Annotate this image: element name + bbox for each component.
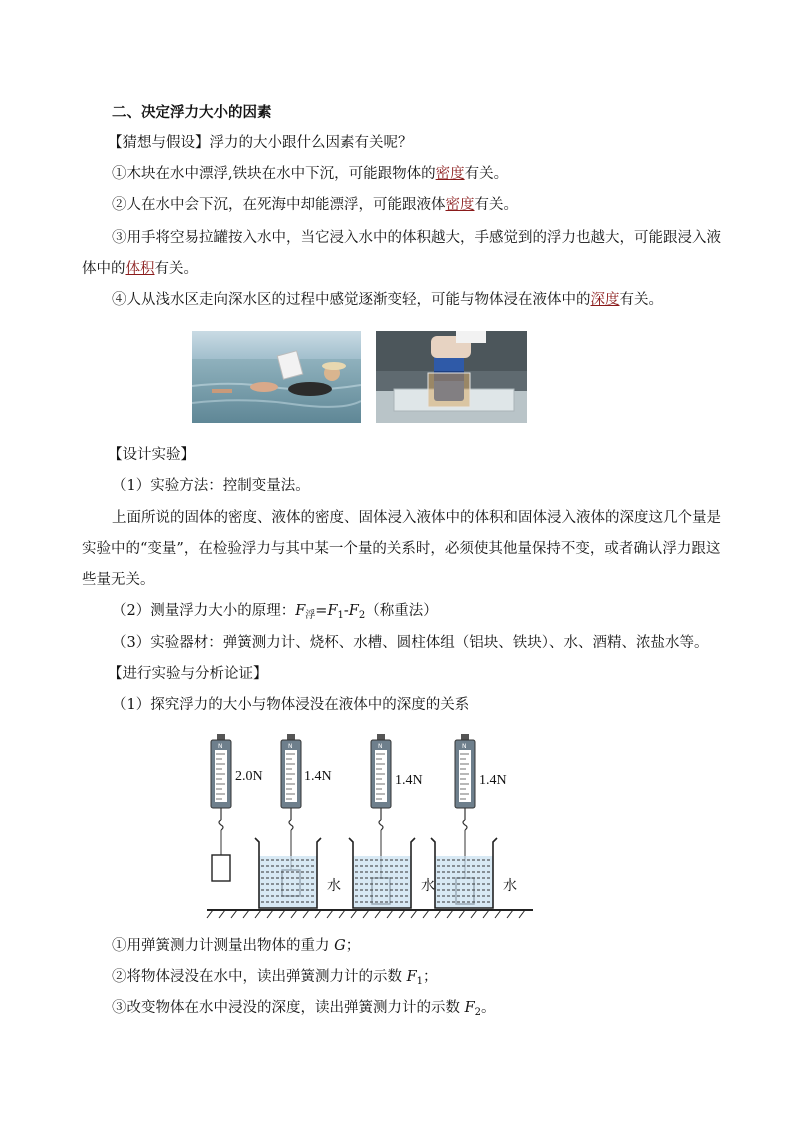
keyword: 体积 [125, 261, 155, 277]
spring-scale [211, 734, 263, 881]
design-paragraph-line1: 上面所说的固体的密度、液体的密度、固体浸入液体中的体积和固体浸入液体的深度这几个量是 [112, 510, 721, 526]
water-label: 水 [327, 878, 341, 894]
scale-reading: 1.4N [304, 769, 332, 784]
subscript-float: 浮 [305, 610, 316, 621]
guess-heading-line [108, 133, 413, 153]
principle-method: （称重法） [365, 603, 438, 619]
guess-item-1 [112, 164, 508, 184]
subscript-2: 2 [358, 610, 366, 621]
design-equipment: （3）实验器材：弹簧测力计、烧杯、水槽、圆柱体组（铝块、铁块）、水、酒精、浓盐水等。 [112, 635, 709, 651]
guess-item-2 [112, 195, 518, 215]
guess-item-1-end: 有关。 [464, 166, 509, 182]
keyword: 深度 [590, 292, 620, 308]
section-title: 二、决定浮力大小的因素 [112, 104, 272, 121]
design-heading: 【设计实验】 [108, 447, 195, 463]
equals-sign: = [315, 603, 328, 619]
scale-unit: N [378, 743, 383, 750]
guess-item-3-text: 体中的 [82, 261, 126, 277]
subscript-1: 1 [416, 976, 424, 987]
symbol-f: F [406, 969, 417, 985]
guess-item-2-text: ②人在水中会下沉，在死海中却能漂浮，可能跟液体 [112, 197, 446, 213]
design-paragraph-line2: 实验中的“变量”，在检验浮力与其中某一个量的关系时，必须使其他量保持不变，或者确认浮力跟这 [82, 541, 721, 557]
can-in-water-photo [376, 331, 527, 423]
design-method: （1）实验方法：控制变量法。 [112, 478, 310, 494]
guess-item-3-line1: ③用手将空易拉罐按入水中，当它浸入水中的体积越大，手感觉到的浮力也越大，可能跟浸入液 [112, 230, 721, 246]
keyword: 密度 [445, 197, 475, 213]
analysis-heading: 【进行实验与分析论证】 [108, 666, 268, 682]
guess-heading: 【猜想与假设】 [108, 135, 210, 151]
symbol-f: F [295, 603, 306, 619]
analysis-step-1 [112, 936, 360, 956]
guess-item-3-line2 [82, 259, 198, 279]
analysis-step-3 [112, 998, 496, 1023]
guess-question: 浮力的大小跟什么因素有关呢？ [209, 135, 413, 151]
subscript-2: 2 [474, 1007, 482, 1018]
guess-item-4 [112, 290, 663, 310]
analysis-subsection-1: （1）探究浮力的大小与物体浸没在液体中的深度的关系 [112, 697, 470, 713]
step-3-text: ③改变物体在水中浸没的深度，读出弹簧测力计的示数 [112, 1000, 465, 1016]
scale-unit: N [288, 743, 293, 750]
minus-sign: - [343, 603, 349, 619]
guess-item-2-end: 有关。 [474, 197, 518, 213]
analysis-step-2 [112, 967, 438, 992]
step-2-end: ； [423, 969, 438, 985]
beaker [255, 838, 341, 908]
dead-sea-photo [192, 331, 361, 423]
subscript-1: 1 [337, 610, 344, 621]
design-paragraph-line3: 些量无关。 [82, 572, 155, 588]
scale-reading: 1.4N [479, 773, 507, 788]
guess-item-4-end: 有关。 [619, 292, 663, 308]
symbol-f1: F [327, 603, 338, 619]
principle-label: （2）测量浮力大小的原理： [112, 603, 296, 619]
symbol-f2: F [348, 603, 359, 619]
guess-item-3-end: 有关。 [154, 261, 198, 277]
scale-reading: 1.4N [395, 773, 423, 788]
spring-scale-diagram [205, 732, 535, 922]
beaker [349, 838, 435, 908]
symbol-g: G [334, 938, 346, 954]
design-principle [112, 601, 438, 626]
beaker [431, 838, 517, 908]
guess-item-1-text: ①木块在水中漂浮,铁块在水中下沉，可能跟物体的 [112, 166, 436, 182]
scale-reading: 2.0N [235, 769, 263, 784]
step-1-end: ； [345, 938, 361, 954]
step-3-end: 。 [481, 1000, 496, 1016]
keyword: 密度 [435, 166, 465, 182]
scale-unit: N [218, 743, 223, 750]
scale-unit: N [462, 743, 467, 750]
step-2-text: ②将物体浸没在水中，读出弹簧测力计的示数 [112, 969, 407, 985]
water-label: 水 [421, 878, 435, 894]
water-label: 水 [503, 878, 517, 894]
symbol-f: F [464, 1000, 475, 1016]
guess-item-4-text: ④人从浅水区走向深水区的过程中感觉逐渐变轻，可能与物体浸在液体中的 [112, 292, 591, 308]
step-1-text: ①用弹簧测力计测量出物体的重力 [112, 938, 335, 954]
